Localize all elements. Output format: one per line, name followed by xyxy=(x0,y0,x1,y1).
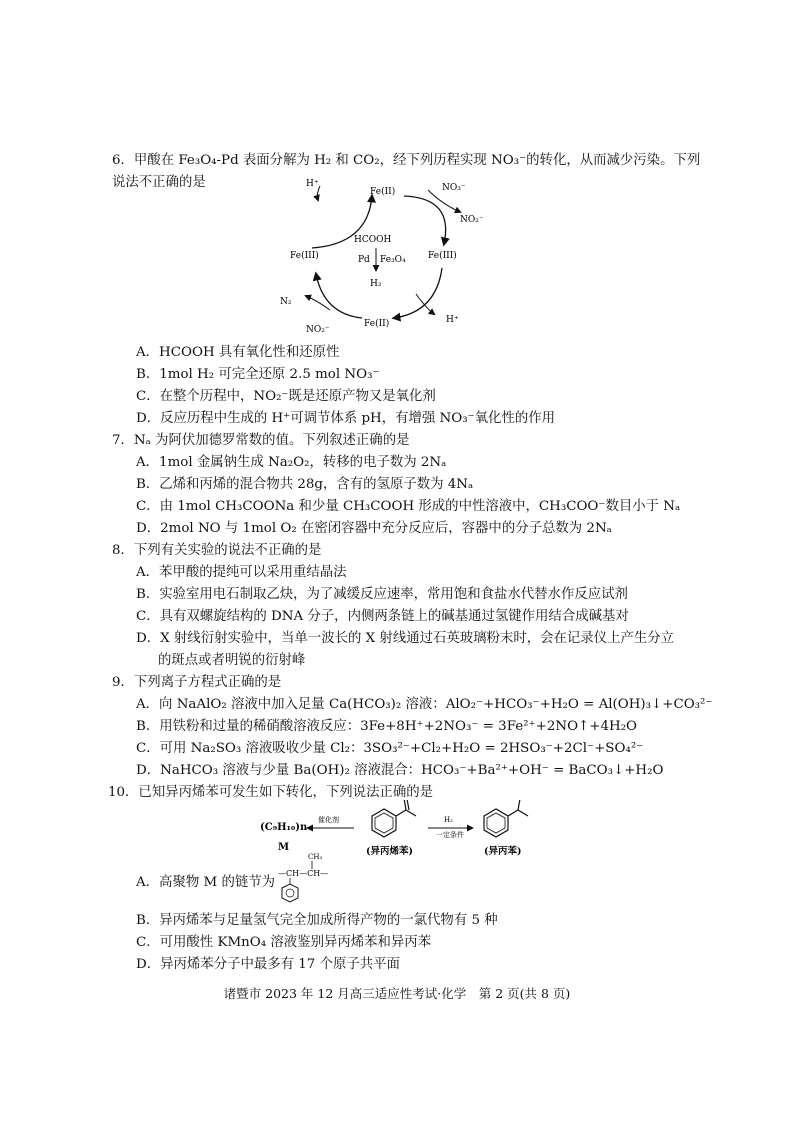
q7-option-c: C．由 1mol CH₃COONa 和少量 CH₃COOH 形成的中性溶液中，CH₃COO⁻数目小于 Nₐ xyxy=(136,499,681,514)
fe-iii-right-label: Fe(III) xyxy=(428,251,457,261)
no3-in-label: NO₃⁻ xyxy=(442,183,466,193)
q8-option-d: D．X 射线衍射实验中，当单一波长的 X 射线通过石英玻璃粉末时，会在记录仪上产生分立 xyxy=(136,631,675,646)
repeat-unit-ch3: CH₃ xyxy=(308,853,323,861)
q8-option-c: C．具有双螺旋结构的 DNA 分子，内侧两条链上的碱基通过氢键作用结合成碱基对 xyxy=(136,609,629,624)
fe-ii-bottom-label: Fe(II) xyxy=(364,319,390,329)
h2-center-label: H₂ xyxy=(370,279,382,289)
q9-option-b: B．用铁粉和过量的稀硝酸溶液反应：3Fe+8H⁺+2NO₃⁻ = 3Fe²⁺+2NO↑+4H₂O xyxy=(136,719,638,734)
q8-option-a: A．苯甲酸的提纯可以采用重结晶法 xyxy=(136,565,347,580)
pd-label: Pd xyxy=(358,255,370,265)
q9-option-a: A．向 NaAlO₂ 溶液中加入足量 Ca(HCO₃)₂ 溶液：AlO₂⁻+HCO₃⁻+H₂O = Al(OH)₃↓+CO₃²⁻ xyxy=(136,697,713,712)
q10-option-c: C．可用酸性 KMnO₄ 溶液鉴别异丙烯苯和异丙苯 xyxy=(136,935,432,950)
q9-option-c: C．可用 Na₂SO₃ 溶液吸收少量 Cl₂：3SO₃²⁻+Cl₂+H₂O = 2HSO₃⁻+2Cl⁻+SO₄²⁻ xyxy=(136,741,644,756)
q8-option-b: B．实验室用电石制取乙炔，为了减缓反应速率，常用饱和食盐水代替水作反应试剂 xyxy=(136,587,628,602)
h-plus-right-label: H⁺ xyxy=(446,315,459,325)
hcooh-label: HCOOH xyxy=(354,235,392,245)
h2-reagent-label: H₂ xyxy=(444,816,453,824)
isopropylbenzene-label: (异丙苯) xyxy=(484,846,522,857)
no2-in-label: NO₂⁻ xyxy=(306,325,330,335)
q6-stem-line1: 6．甲酸在 Fe₃O₄-Pd 表面分解为 H₂ 和 CO₂，经下列历程实现 NO₃⁻的转化，从而减少污染。下列 xyxy=(112,153,701,168)
q6-option-a: A．HCOOH 具有氧化性和还原性 xyxy=(136,345,340,360)
h-plus-top-label: H⁺ xyxy=(306,179,319,189)
catalyst-label: 催化剂 xyxy=(318,816,339,824)
q10-option-d: D．异丙烯苯分子中最多有 17 个原子共平面 xyxy=(136,957,400,972)
q6-option-b: B．1mol H₂ 可完全还原 2.5 mol NO₃⁻ xyxy=(136,367,380,382)
q7-stem: 7．Nₐ 为阿伏加德罗常数的值。下列叙述正确的是 xyxy=(112,433,410,448)
isopropenylbenzene-label: (异丙烯苯) xyxy=(366,846,413,857)
polymer-repeat-unit-structure xyxy=(278,850,358,906)
polymer-m-label: M xyxy=(278,842,290,853)
q8-option-d-cont: 的斑点或者明锐的衍射峰 xyxy=(158,653,306,668)
q9-option-d: D．NaHCO₃ 溶液与少量 Ba(OH)₂ 溶液混合：HCO₃⁻+Ba²⁺+OH⁻ = BaCO₃↓+H₂O xyxy=(136,763,664,778)
q7-option-b: B．乙烯和丙烯的混合物共 28g，含有的氢原子数为 4Nₐ xyxy=(136,477,474,492)
q10-stem: 10．已知异丙烯苯可发生如下转化，下列说法正确的是 xyxy=(108,785,434,800)
isopropylbenzene-structure xyxy=(484,800,528,837)
page-footer: 诸暨市 2023 年 12 月高三适应性考试·化学 第 2 页(共 8 页) xyxy=(223,986,571,1001)
q6-reaction-cycle-diagram xyxy=(276,176,506,340)
q7-option-d: D．2mol NO 与 1mol O₂ 在密闭容器中充分反应后，容器中的分子总数为 2Nₐ xyxy=(136,521,612,536)
fe3o4-label: Fe₃O₄ xyxy=(380,255,406,265)
polymer-formula: (C₉H₁₀)n xyxy=(260,822,308,833)
q10-option-a: A．高聚物 M 的链节为 xyxy=(136,875,276,890)
q7-option-a: A．1mol 金属钠生成 Na₂O₂，转移的电子数为 2Nₐ xyxy=(136,455,447,470)
q10-option-b: B．异丙烯苯与足量氢气完全加成所得产物的一氯代物有 5 种 xyxy=(136,913,498,928)
fe-iii-left-label: Fe(III) xyxy=(290,251,319,261)
isopropenylbenzene-structure xyxy=(372,800,416,837)
q6-stem-line2: 说法不正确的是 xyxy=(112,175,206,190)
repeat-unit-chain: —CH—CH— xyxy=(278,869,329,878)
no2-out-label: NO₂⁻ xyxy=(460,215,484,225)
fe-ii-top-label: Fe(II) xyxy=(370,187,396,197)
q6-option-d: D．反应历程中生成的 H⁺可调节体系 pH，有增强 NO₃⁻氧化性的作用 xyxy=(136,411,556,426)
n2-out-label: N₂ xyxy=(280,297,292,307)
q8-stem: 8．下列有关实验的说法不正确的是 xyxy=(112,543,322,558)
q6-option-c: C．在整个历程中，NO₂⁻既是还原产物又是氧化剂 xyxy=(136,389,436,404)
q9-stem: 9．下列离子方程式正确的是 xyxy=(112,675,282,690)
condition-label: 一定条件 xyxy=(436,831,464,839)
